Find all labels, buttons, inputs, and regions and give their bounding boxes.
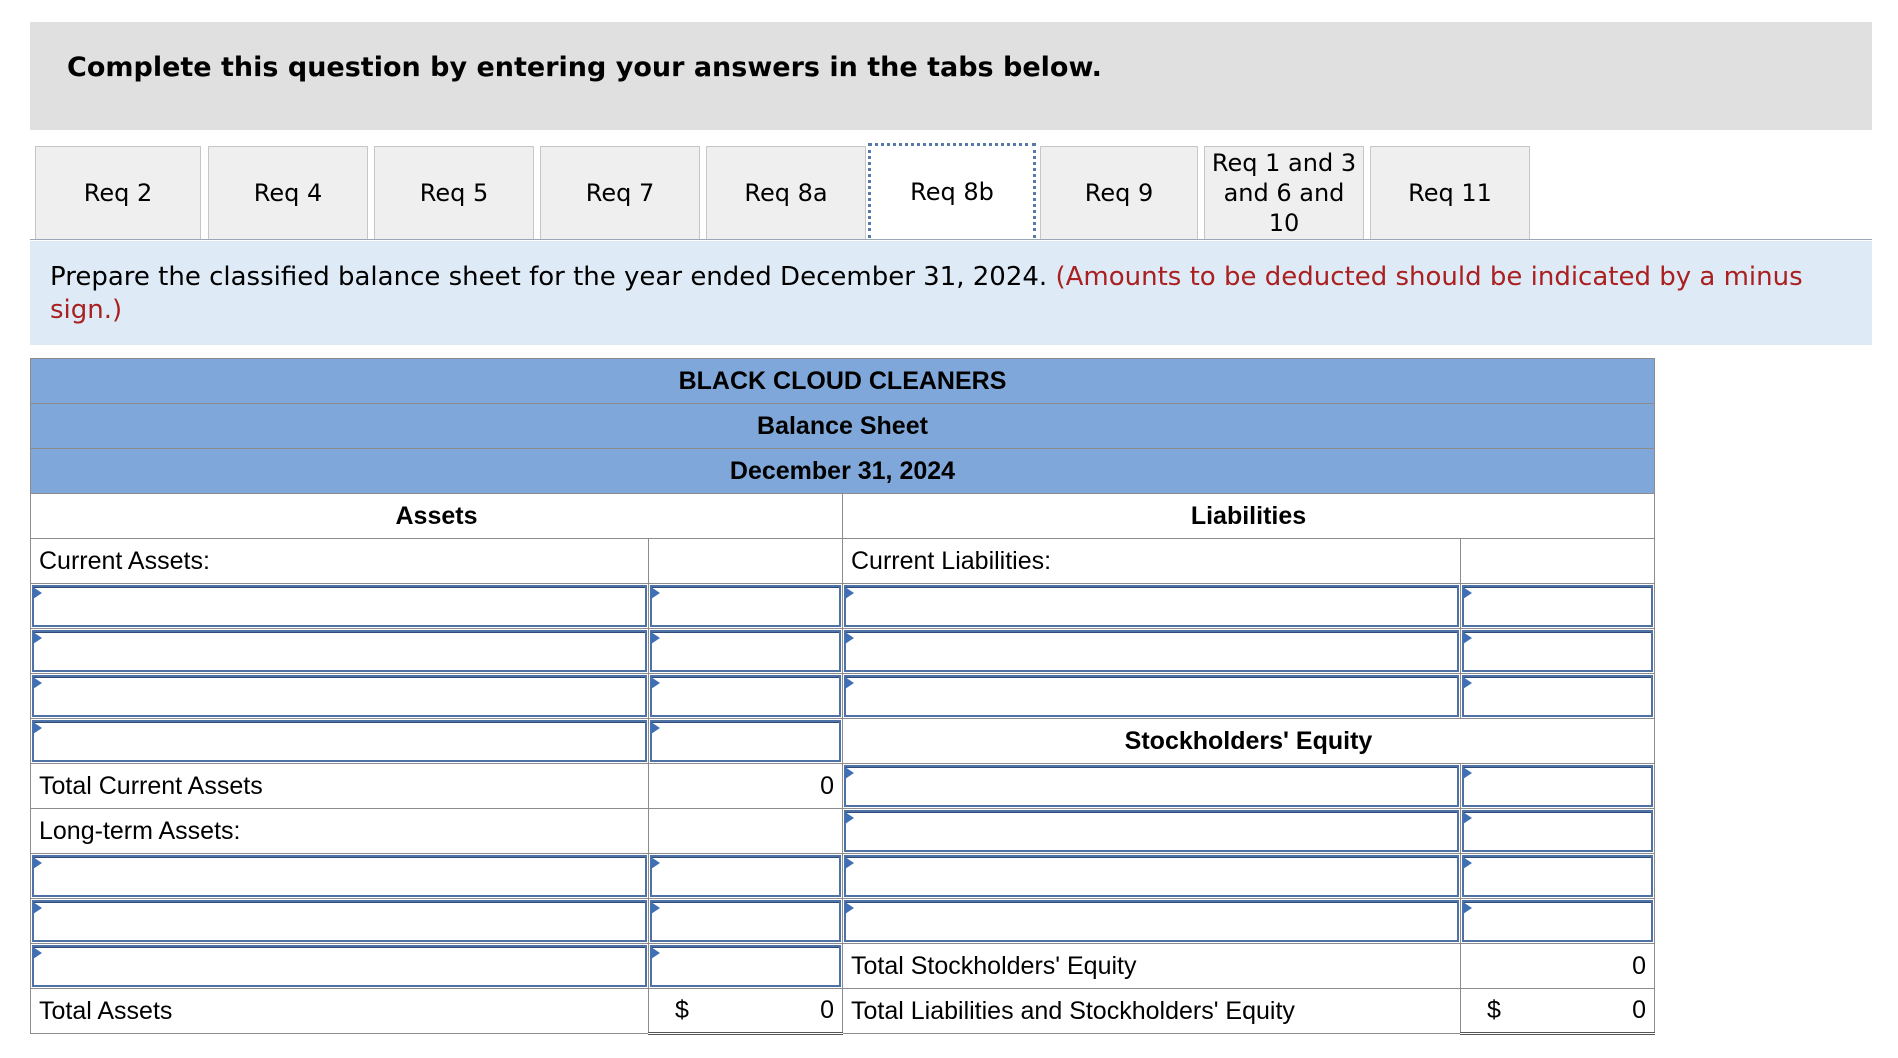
tab-req-4[interactable]: Req 4 bbox=[208, 146, 368, 239]
current-liability-1-amount-input[interactable] bbox=[1461, 584, 1655, 629]
long-term-assets-label: Long-term Assets: bbox=[31, 809, 649, 854]
total-assets-currency: $ bbox=[675, 996, 689, 1024]
instruction-bar bbox=[30, 22, 1872, 130]
current-asset-2-amount-input[interactable] bbox=[649, 629, 843, 674]
current-asset-4-name-input[interactable] bbox=[31, 719, 649, 764]
total-assets-value: 0 bbox=[820, 996, 834, 1024]
tab-req-11[interactable]: Req 11 bbox=[1370, 146, 1530, 239]
equity-3-amount-input[interactable] bbox=[1461, 854, 1655, 899]
equity-4-name-input[interactable] bbox=[843, 899, 1461, 944]
current-liability-2-amount-input[interactable] bbox=[1461, 629, 1655, 674]
total-current-assets-label: Total Current Assets bbox=[31, 764, 649, 809]
prompt-main: Prepare the classified balance sheet for the year ended December 31, 2024. bbox=[50, 262, 1048, 292]
current-liability-1-name-input[interactable] bbox=[843, 584, 1461, 629]
current-liability-3-amount-input[interactable] bbox=[1461, 674, 1655, 719]
total-liabilities-equity-value: 0 bbox=[1632, 996, 1646, 1024]
equity-4-amount-input[interactable] bbox=[1461, 899, 1655, 944]
current-assets-label: Current Assets: bbox=[31, 539, 649, 584]
long-term-assets-blank bbox=[649, 809, 843, 854]
total-assets-cell bbox=[649, 989, 843, 1034]
equity-1-amount-input[interactable] bbox=[1461, 764, 1655, 809]
current-asset-1-amount-input[interactable] bbox=[649, 584, 843, 629]
tab-baseline bbox=[30, 239, 1872, 240]
assets-header: Assets bbox=[31, 494, 843, 539]
prompt-note: (Amounts to be deducted should be indicated by a minus sign.) bbox=[50, 262, 1803, 325]
instruction-text: Complete this question by entering your answers in the tabs below. bbox=[67, 52, 1102, 83]
tab-req-8a[interactable]: Req 8a bbox=[706, 146, 866, 239]
tab-req-9[interactable]: Req 9 bbox=[1040, 146, 1198, 239]
total-liabilities-equity-currency: $ bbox=[1487, 996, 1501, 1024]
current-asset-3-name-input[interactable] bbox=[31, 674, 649, 719]
current-assets-blank bbox=[649, 539, 843, 584]
current-liabilities-blank bbox=[1461, 539, 1655, 584]
total-stockholders-equity-label: Total Stockholders' Equity bbox=[843, 944, 1461, 989]
balance-sheet-table bbox=[30, 358, 1655, 1035]
current-asset-3-amount-input[interactable] bbox=[649, 674, 843, 719]
total-stockholders-equity-value: 0 bbox=[1461, 944, 1655, 989]
long-term-asset-1-name-input[interactable] bbox=[31, 854, 649, 899]
tab-req-8b[interactable]: Req 8b bbox=[868, 143, 1036, 238]
current-asset-4-amount-input[interactable] bbox=[649, 719, 843, 764]
long-term-asset-1-amount-input[interactable] bbox=[649, 854, 843, 899]
current-liabilities-label: Current Liabilities: bbox=[843, 539, 1461, 584]
tab-req-7[interactable]: Req 7 bbox=[540, 146, 700, 239]
long-term-asset-2-name-input[interactable] bbox=[31, 899, 649, 944]
total-current-assets-value: 0 bbox=[649, 764, 843, 809]
statement-title: Balance Sheet bbox=[31, 404, 1655, 449]
long-term-asset-3-name-input[interactable] bbox=[31, 944, 649, 989]
current-liability-2-name-input[interactable] bbox=[843, 629, 1461, 674]
current-asset-1-name-input[interactable] bbox=[31, 584, 649, 629]
tab-req-1-3-6-10[interactable]: Req 1 and 3 and 6 and 10 bbox=[1204, 146, 1364, 239]
current-liability-3-name-input[interactable] bbox=[843, 674, 1461, 719]
prompt-text bbox=[50, 261, 1850, 327]
company-name: BLACK CLOUD CLEANERS bbox=[31, 359, 1655, 404]
long-term-asset-2-amount-input[interactable] bbox=[649, 899, 843, 944]
stockholders-equity-header: Stockholders' Equity bbox=[843, 719, 1655, 764]
tab-req-5[interactable]: Req 5 bbox=[374, 146, 534, 239]
long-term-asset-3-amount-input[interactable] bbox=[649, 944, 843, 989]
tab-req-2[interactable]: Req 2 bbox=[35, 146, 201, 239]
total-liabilities-equity-label: Total Liabilities and Stockholders' Equity bbox=[843, 989, 1461, 1034]
liabilities-header: Liabilities bbox=[843, 494, 1655, 539]
prompt-panel bbox=[30, 241, 1872, 345]
equity-2-name-input[interactable] bbox=[843, 809, 1461, 854]
total-liabilities-equity-cell bbox=[1461, 989, 1655, 1034]
total-assets-label: Total Assets bbox=[31, 989, 649, 1034]
equity-2-amount-input[interactable] bbox=[1461, 809, 1655, 854]
statement-date: December 31, 2024 bbox=[31, 449, 1655, 494]
equity-1-name-input[interactable] bbox=[843, 764, 1461, 809]
equity-3-name-input[interactable] bbox=[843, 854, 1461, 899]
current-asset-2-name-input[interactable] bbox=[31, 629, 649, 674]
